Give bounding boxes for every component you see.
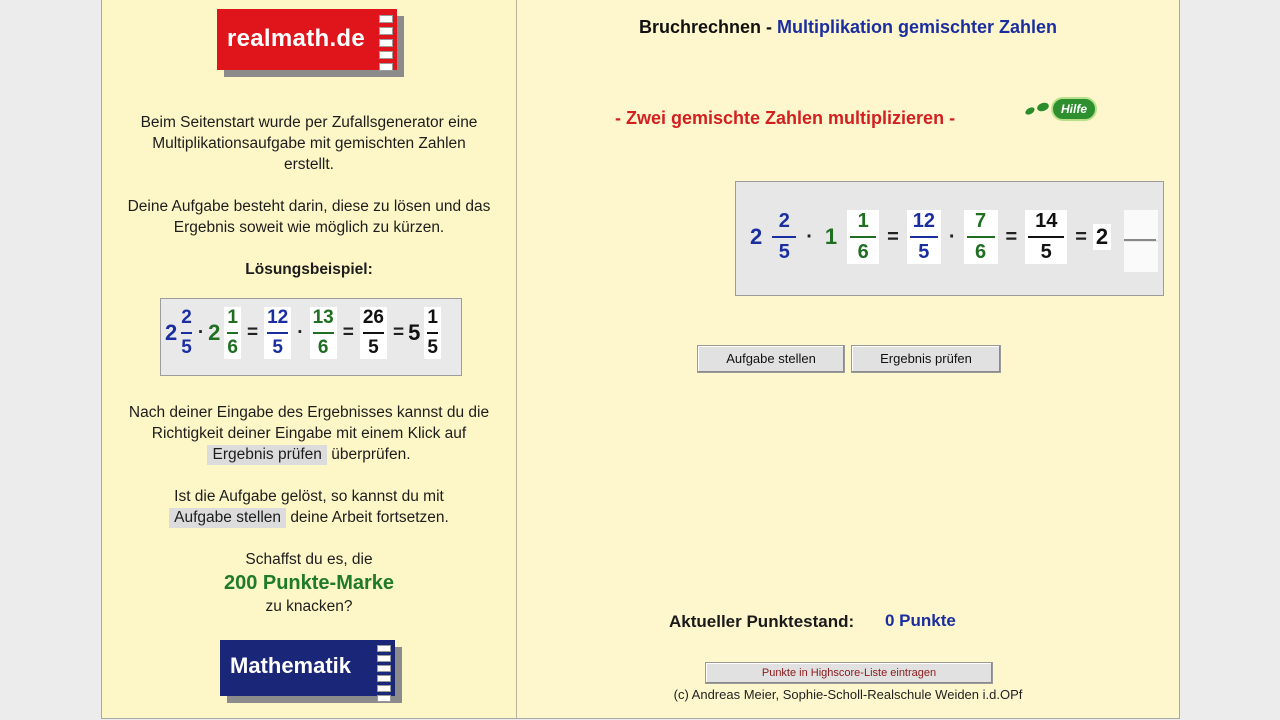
challenge-text: Schaffst du es, die 200 Punkte-Marke zu knacken? — [102, 549, 516, 617]
score-value: 0 Punkte — [885, 611, 956, 630]
answer-denominator-input[interactable] — [1124, 242, 1158, 272]
page-frame — [101, 0, 1180, 719]
score-label: Aktueller Punktestand: — [669, 612, 855, 631]
answer-whole: 2 — [1093, 224, 1111, 250]
example-heading: Lösungsbeispiel: — [245, 261, 373, 278]
logo-bars-icon — [379, 15, 393, 71]
check-result-button[interactable]: Ergebnis prüfen — [851, 345, 1001, 373]
mathematik-logo[interactable] — [220, 640, 395, 696]
logo-bars-icon — [377, 645, 391, 702]
left-info-panel — [102, 0, 517, 718]
intro-text: Beim Seitenstart wurde per Zufallsgenerator eine Multiplikationsaufgabe mit gemischten Zahlen erstellt. — [140, 114, 478, 173]
answer-fraction-bar — [1124, 239, 1156, 241]
page-title: Bruchrechnen - Multiplikation gemischter Zahlen — [638, 17, 1058, 37]
help-button[interactable] — [1025, 97, 1097, 121]
new-task-chip: Aufgabe stellen — [169, 508, 286, 528]
example-expression: 2 $\frac{2}{5}$ · 2 $\frac{1}{6}$ = $\frac{12}{5}$ · $\frac{13}{6}$ = $\frac{26}{5}$ = 5 $\frac{1}{5}$ — [165, 307, 443, 359]
copyright: (c) Andreas Meier, Sophie-Scholl-Realschule Weiden i.d.OPf — [673, 687, 1023, 702]
mathematik-logo-text: Mathematik — [230, 653, 352, 678]
highscore-button[interactable]: Punkte in Highscore-Liste eintragen — [705, 662, 993, 684]
leaf-icon — [1024, 106, 1036, 116]
task-expression: 2 $\frac{2}{5}$ · 1 $\frac{1}{6}$ = $\frac{12}{5}$ · $\frac{7}{6}$ = $\frac{14}{5}$ = 2 — [750, 210, 1113, 264]
answer-numerator-input[interactable] — [1124, 210, 1158, 240]
exercise-subtitle: - Zwei gemischte Zahlen multiplizieren - — [615, 108, 956, 128]
leaf-icon — [1036, 101, 1050, 113]
new-task-button[interactable]: Aufgabe stellen — [697, 345, 845, 373]
check-chip: Ergebnis prüfen — [207, 445, 326, 465]
next-instructions: Ist die Aufgabe gelöst, so kannst du mit Aufgabe stellen deine Arbeit fortsetzen. — [102, 486, 516, 528]
realmath-logo[interactable] — [217, 9, 397, 70]
solution-example — [160, 298, 462, 376]
task-box — [735, 181, 1164, 296]
check-instructions: Nach deiner Eingabe des Ergebnisses kannst du die Richtigkeit deiner Eingabe mit einem Klick auf Ergebnis prüfen überprüfen. — [128, 404, 490, 463]
points-goal: 200 Punkte-Marke — [223, 572, 395, 594]
help-label: Hilfe — [1051, 97, 1097, 121]
exercise-panel — [517, 0, 1179, 718]
realmath-logo-text: realmath.de — [227, 25, 366, 52]
task-description: Deine Aufgabe besteht darin, diese zu lösen und das Ergebnis soweit wie möglich zu kürzen. — [127, 198, 491, 236]
